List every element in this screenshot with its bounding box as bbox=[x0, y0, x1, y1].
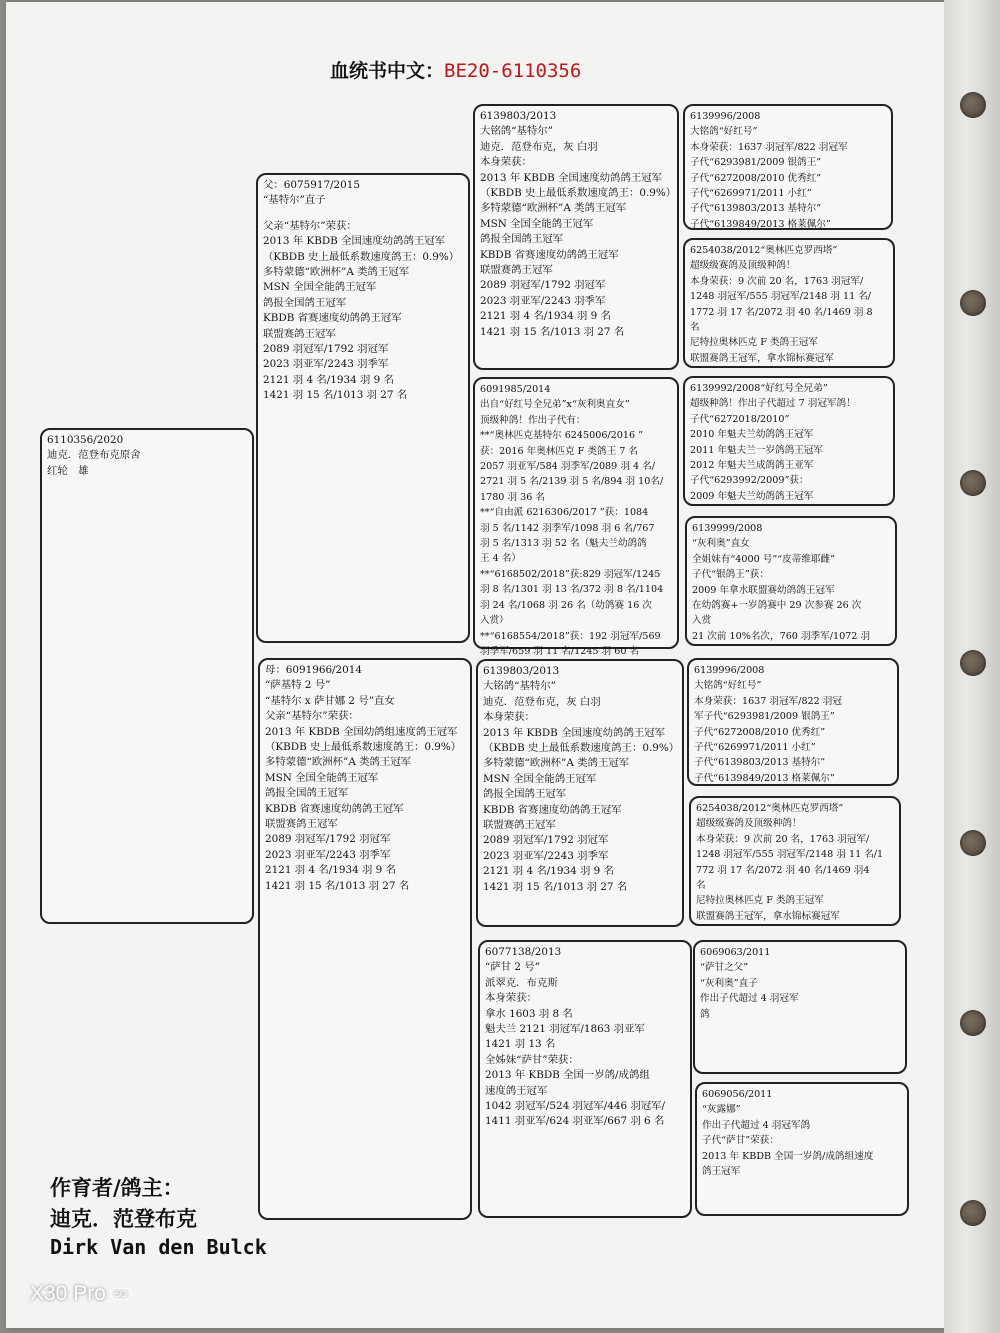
pedigree-line: （KBDB 史上最低系数速度鸽王：0.9%） bbox=[265, 741, 462, 754]
pedigree-line: 2121 羽 4 名/1934 羽 9 名 bbox=[483, 865, 614, 878]
pedigree-line: 子代“6293981/2009 银鸽王” bbox=[690, 157, 822, 169]
punch-hole bbox=[960, 1010, 986, 1036]
pedigree-line: MSN 全国全能鸽王冠军 bbox=[263, 281, 377, 294]
pedigree-line: 2023 羽亚军/2243 羽季军 bbox=[263, 358, 389, 371]
pedigree-line: 2023 羽亚军/2243 羽季军 bbox=[480, 294, 606, 307]
pedigree-line: 本身荣获：9 次前 20 名，1763 羽冠军/ bbox=[690, 275, 864, 287]
pedigree-line: 尼特拉奥林匹克 F 类鸽王冠军 bbox=[690, 337, 818, 349]
pedigree-line: 2013 年 KBDB 全国一岁鸽/成鸽组速度 bbox=[702, 1150, 874, 1162]
pedigree-line: 1042 羽冠军/524 羽冠军/446 羽冠军/ bbox=[485, 1100, 666, 1113]
paternal-grandmother-box bbox=[473, 377, 679, 657]
punch-hole bbox=[960, 470, 986, 496]
pedigree-line: MSN 全国全能鸽王冠军 bbox=[480, 217, 594, 230]
pedigree-line: 入赏） bbox=[480, 615, 509, 627]
pedigree-line: 作出子代超过 4 羽冠军鸽 bbox=[702, 1119, 811, 1131]
pedigree-line: 超级种鸽！作出子代超过 7 羽冠军鸽！ bbox=[690, 398, 856, 410]
pedigree-line: 鸽王冠军 bbox=[702, 1166, 741, 1178]
pedigree-line: 1421 羽 15 名/1013 羽 27 名 bbox=[265, 879, 410, 892]
pedigree-line: 迪克．范登布克，灰 白羽 bbox=[483, 695, 601, 708]
pedigree-line: 联盟赛鸽王冠军，拿水锦标赛冠军 bbox=[690, 352, 834, 364]
maternal-grandmother-box bbox=[478, 940, 692, 1218]
pedigree-line: 本身荣获： bbox=[483, 711, 535, 724]
pedigree-line: 1780 羽 36 名 bbox=[480, 491, 545, 503]
pedigree-line: 多特蒙德“欧洲杯”A 类鸽王冠军 bbox=[265, 756, 412, 769]
pedigree-line: 出自“好红号全兄弟”x“灰利奥直女” bbox=[480, 399, 630, 411]
mother-box bbox=[258, 658, 472, 1220]
pedigree-line: 大铭鸽“好红号” bbox=[694, 680, 762, 692]
pedigree-line: 2089 羽冠军/1792 羽冠军 bbox=[480, 279, 606, 292]
pedigree-line: KBDB 省赛速度幼鸽鸽王冠军 bbox=[480, 248, 619, 261]
pedigree-line: MSN 全国全能鸽王冠军 bbox=[483, 772, 597, 785]
pedigree-line: 2721 羽 5 名/2139 羽 5 名/894 羽 10名/ bbox=[480, 476, 664, 488]
pedigree-line: 1421 羽 15 名/1013 羽 27 名 bbox=[483, 880, 628, 893]
punch-hole bbox=[960, 92, 986, 118]
pedigree-line: 子代“银鸽王”获： bbox=[692, 569, 769, 581]
pedigree-line: 子代“6139849/2013 格莱佩尔” bbox=[694, 772, 835, 784]
ring-id-line: 6139803/2013 bbox=[480, 110, 557, 122]
pedigree-line: 超级级赛鸽及顶级种鸽！ bbox=[690, 260, 796, 272]
pedigree-line: “灰利奥”直子 bbox=[700, 977, 758, 989]
punch-hole bbox=[960, 1200, 986, 1226]
pedigree-line: 子代“6269971/2011 小红” bbox=[694, 742, 816, 754]
ring-id-line: 6139992/2008“好红号全兄弟” bbox=[690, 383, 828, 394]
camera-model: X30 Pro bbox=[30, 1282, 106, 1305]
pedigree-line: KBDB 省赛速度幼鸽鸽王冠军 bbox=[483, 803, 622, 816]
pedigree-line: 父亲“基特尔”荣获： bbox=[265, 710, 359, 723]
pedigree-line: “灰利奥”直女 bbox=[692, 538, 750, 550]
pedigree-line: 羽 5 名/1313 羽 52 名（魁夫兰幼鸽鸽 bbox=[480, 538, 647, 550]
pedigree-line: 多特蒙德“欧洲杯”A 类鸽王冠军 bbox=[483, 757, 630, 770]
pedigree-line: 2010 年魁夫兰幼鸽鸽王冠军 bbox=[690, 429, 814, 441]
pedigree-line: 2023 羽亚军/2243 羽季军 bbox=[265, 848, 391, 861]
pedigree-line: 大铭鸽“基特尔” bbox=[483, 680, 556, 693]
ring-id-line: 6110356/2020 bbox=[47, 434, 124, 446]
pedigree-line: 2089 羽冠军/1792 羽冠军 bbox=[263, 343, 389, 356]
pedigree-line: 王 4 名） bbox=[480, 553, 521, 565]
pedigree-line: 鸽 bbox=[700, 1008, 710, 1020]
ring-id-line: 6091985/2014 bbox=[480, 384, 551, 395]
pedigree-line: 2013 年 KBDB 全国幼鸽组速度鸽王冠军 bbox=[265, 725, 458, 738]
pedigree-line: 2013 年 KBDB 全国一岁鸽/成鸽组 bbox=[485, 1069, 650, 1082]
ring-id-line: 6139996/2008 bbox=[694, 665, 765, 676]
pedigree-line: （KBDB 史上最低系数速度鸽王：0.9%） bbox=[483, 742, 680, 755]
pedigree-title bbox=[330, 56, 710, 90]
pedigree-line: 本身荣获： bbox=[480, 156, 532, 169]
pedigree-line: 顶级种鸽！作出子代有： bbox=[480, 414, 586, 426]
pedigree-line: 2089 羽冠军/1792 羽冠军 bbox=[483, 834, 609, 847]
pedigree-line: 名 bbox=[696, 880, 706, 892]
pedigree-line: 1421 羽 15 名/1013 羽 27 名 bbox=[263, 389, 408, 402]
pedigree-line: “萨甘之父” bbox=[700, 962, 749, 974]
pedigree-line: 772 羽 17 名/2072 羽 40 名/1469 羽4 bbox=[696, 864, 870, 876]
pedigree-line: 联盟赛鸽王冠军 bbox=[480, 264, 553, 277]
pedigree-line: **“奥林匹克基特尔 6245006/2016 ” bbox=[480, 430, 644, 442]
ring-id-line: 母：6091966/2014 bbox=[265, 664, 363, 676]
ring-number: BE20-6110356 bbox=[444, 60, 582, 82]
pedigree-line: 鸽报全国鸽王冠军 bbox=[263, 296, 347, 309]
pedigree-line: 2089 羽冠军/1792 羽冠军 bbox=[265, 833, 391, 846]
pedigree-line: 2009 年拿水联盟赛幼鸽鸽王冠军 bbox=[692, 584, 835, 596]
pedigree-line: 2013 年 KBDB 全国速度幼鸽鸽王冠军 bbox=[483, 726, 666, 739]
ring-id-line: 6077138/2013 bbox=[485, 946, 562, 958]
pedigree-line: 魁夫兰 2121 羽冠军/1863 羽亚军 bbox=[485, 1023, 645, 1036]
pedigree-line: 鸽报全国鸽王冠军 bbox=[483, 788, 567, 801]
pedigree-line: “萨甘 2 号” bbox=[485, 961, 541, 974]
pedigree-line: 联盟赛鸽王冠军 bbox=[483, 819, 556, 832]
ring-id-line: 6069056/2011 bbox=[702, 1089, 773, 1100]
pedigree-line: “基特尔 x 萨甘娜 2 号”直女 bbox=[265, 694, 395, 707]
pedigree-line: 2009 年魁夫兰幼鸽鸽王冠军 bbox=[690, 490, 814, 502]
ring-id-line: 6254038/2012“奥林匹克罗西塔” bbox=[696, 803, 844, 814]
pedigree-line: 1411 羽亚军/624 羽亚军/667 羽 6 名 bbox=[485, 1115, 665, 1128]
breeder-name-en: Dirk Van den Bulck bbox=[50, 1235, 267, 1259]
pedigree-line: 全姊妹“萨甘”荣获： bbox=[485, 1053, 579, 1066]
pedigree-line: 入赏 bbox=[692, 615, 712, 627]
pedigree-line: 联盟赛鸽王冠军，拿水锦标赛冠军 bbox=[696, 910, 840, 922]
pedigree-line: 羽 24 名/1068 羽 26 名（幼鸽赛 16 次 bbox=[480, 599, 652, 611]
pedigree-line: 1421 羽 15 名/1013 羽 27 名 bbox=[480, 325, 625, 338]
camera-watermark bbox=[30, 1282, 290, 1312]
pedigree-line: 名 bbox=[690, 322, 700, 334]
pedigree-line: 迪克．范登布克原舍 bbox=[47, 449, 141, 462]
great-grandparent-box-2 bbox=[683, 238, 895, 368]
great-grandparent-box-3 bbox=[683, 376, 895, 506]
camera-badge: 5G bbox=[110, 1288, 132, 1300]
pedigree-line: 多特蒙德“欧洲杯”A 类鸽王冠军 bbox=[480, 202, 627, 215]
great-grandparent-box-1 bbox=[683, 104, 893, 230]
pedigree-line: 2013 年 KBDB 全国速度幼鸽鸽王冠军 bbox=[480, 171, 663, 184]
punch-hole bbox=[960, 830, 986, 856]
pedigree-line: 子代“6293992/2009”获： bbox=[690, 475, 809, 487]
pedigree-line: 父亲“基特尔”荣获： bbox=[263, 219, 357, 232]
pedigree-line: 2023 羽亚军/2243 羽季军 bbox=[483, 849, 609, 862]
pedigree-line: 羽 5 名/1142 羽季军/1098 羽 6 名/767 bbox=[480, 522, 655, 534]
pedigree-line: 拿水 1603 羽 8 名 bbox=[485, 1007, 573, 1020]
pedigree-line: （KBDB 史上最低系数速度鸽王：0.9%） bbox=[480, 187, 677, 200]
pedigree-line: 全姐妹有“4000 号”“皮蒂维耶雌” bbox=[692, 553, 836, 565]
punch-hole bbox=[960, 650, 986, 676]
ring-id-line: 6069063/2011 bbox=[700, 947, 771, 958]
pedigree-line: 速度鸽王冠军 bbox=[485, 1084, 548, 1097]
pedigree-line: 2121 羽 4 名/1934 羽 9 名 bbox=[265, 864, 396, 877]
ring-id-line: 6139999/2008 bbox=[692, 523, 763, 534]
pedigree-line: 本身荣获：9 次前 20 名，1763 羽冠军/ bbox=[696, 833, 870, 845]
great-grandparent-box-7 bbox=[693, 940, 907, 1074]
pedigree-line: 军子代“6293981/2009 银鸽王” bbox=[694, 711, 835, 723]
punch-hole bbox=[960, 290, 986, 316]
pedigree-line: 1248 羽冠军/555 羽冠军/2148 羽 11 名/1 bbox=[696, 849, 884, 861]
ring-id-line: 6139996/2008 bbox=[690, 111, 761, 122]
pedigree-line: 2013 年 KBDB 全国速度幼鸽鸽王冠军 bbox=[263, 235, 446, 248]
father-box bbox=[256, 173, 470, 643]
pedigree-line: 2057 羽亚军/584 羽季军/2089 羽 4 名/ bbox=[480, 461, 655, 473]
paternal-grandfather-box bbox=[473, 104, 679, 370]
pedigree-line: 2011 年魁夫兰一岁鸽鸽王冠军 bbox=[690, 444, 823, 456]
pedigree-line: 大铭鸽“基特尔” bbox=[480, 125, 553, 138]
pedigree-line: 联盟赛鸽王冠军 bbox=[263, 327, 336, 340]
pedigree-line: 在幼鸽赛+一岁鸽赛中 29 次参赛 26 次 bbox=[692, 600, 862, 612]
pedigree-line: 子代“6272018/2010” bbox=[690, 413, 790, 425]
pedigree-line: 鸽报全国鸽王冠军 bbox=[265, 787, 349, 800]
pedigree-line: 21 次前 10%名次，760 羽季军/1072 羽 bbox=[692, 630, 871, 642]
pedigree-line: 多特蒙德“欧洲杯”A 类鸽王冠军 bbox=[263, 266, 410, 279]
pedigree-line: 鸽报全国鸽王冠军 bbox=[480, 233, 564, 246]
pedigree-line: 获：2016 年奥林匹克 F 类鸽王 7 名 bbox=[480, 445, 638, 457]
pedigree-line: 子代“6139803/2013 基特尔” bbox=[694, 757, 826, 769]
pedigree-line: 2012 年魁夫兰成鸽鸽王亚军 bbox=[690, 460, 814, 472]
pedigree-line: 1772 羽 17 名/2072 羽 40 名/1469 羽 8 bbox=[690, 306, 873, 318]
great-grandparent-box-4 bbox=[685, 516, 897, 646]
ring-id-line: 6254038/2012“奥林匹克罗西塔” bbox=[690, 245, 838, 256]
pedigree-line: 超级级赛鸽及顶级种鸽！ bbox=[696, 818, 802, 830]
pedigree-line: 羽季军/659 羽 11 名/1245 羽 60 名 bbox=[480, 645, 640, 657]
pedigree-line: 子代“6139803/2013 基特尔” bbox=[690, 203, 822, 215]
pedigree-line: 本身荣获： bbox=[485, 992, 537, 1005]
pedigree-line: （KBDB 史上最低系数速度鸽王：0.9%） bbox=[263, 250, 460, 263]
pedigree-line: 子代“6139849/2013 格莱佩尔” bbox=[690, 218, 831, 230]
pedigree-line: 子代“6269971/2011 小红” bbox=[690, 188, 812, 200]
great-grandparent-box-5 bbox=[687, 658, 899, 786]
pedigree-line: 联盟赛鸽王冠军 bbox=[265, 818, 338, 831]
pedigree-line: 子代“6272008/2010 优秀红” bbox=[694, 726, 826, 738]
pedigree-line: 本身荣获：1637 羽冠军/822 羽冠 bbox=[694, 695, 842, 707]
pedigree-line: 大铭鸽“好红号” bbox=[690, 126, 758, 138]
pedigree-line: KBDB 省赛速度幼鸽鸽王冠军 bbox=[265, 802, 404, 815]
breeder-name-cn: 迪克．范登布克 bbox=[50, 1207, 197, 1231]
pedigree-line: 本身荣获：1637 羽冠军/822 羽冠军 bbox=[690, 141, 848, 153]
pedigree-line: 红轮 雄 bbox=[47, 464, 89, 477]
maternal-grandfather-box bbox=[476, 659, 684, 927]
pedigree-line: 1421 羽 13 名 bbox=[485, 1038, 556, 1051]
pedigree-line: 2121 羽 4 名/1934 羽 9 名 bbox=[263, 373, 394, 386]
pedigree-line: MSN 全国全能鸽王冠军 bbox=[265, 771, 379, 784]
pedigree-line: 派翠克．布克斯 bbox=[485, 976, 558, 989]
great-grandparent-box-8 bbox=[695, 1082, 909, 1216]
pedigree-line: “灰露娜” bbox=[702, 1104, 741, 1116]
blank-line bbox=[263, 209, 463, 219]
pedigree-line: 1248 羽冠军/555 羽冠军/2148 羽 11 名/ bbox=[690, 291, 872, 303]
ring-id-line: 父：6075917/2015 bbox=[263, 179, 361, 191]
breeder-label: 作育者/鸽主： bbox=[50, 1176, 184, 1200]
great-grandparent-box-6 bbox=[689, 796, 901, 926]
pedigree-line: **“自由派 6216306/2017 ”获：1084 bbox=[480, 507, 649, 519]
pedigree-line: 羽 8 名/1301 羽 13 名/372 羽 8 名/1104 bbox=[480, 584, 664, 596]
pedigree-line: **“6168554/2018”获：192 羽冠军/569 bbox=[480, 630, 661, 642]
pedigree-line: 子代“萨甘”荣获： bbox=[702, 1135, 779, 1147]
pedigree-line: 2121 羽 4 名/1934 羽 9 名 bbox=[480, 310, 611, 323]
pedigree-line: 尼特拉奥林匹克 F 类鸽王冠军 bbox=[696, 895, 824, 907]
pigeon-box bbox=[40, 428, 254, 924]
pedigree-line: **“6168502/2018”获:829 羽冠军/1245 bbox=[480, 568, 661, 580]
pedigree-line: “萨基特 2 号” bbox=[265, 679, 331, 692]
pedigree-line: 作出子代超过 4 羽冠军 bbox=[700, 993, 799, 1005]
pedigree-line: “基特尔”直子 bbox=[263, 194, 326, 207]
pedigree-line: KBDB 省赛速度幼鸽鸽王冠军 bbox=[263, 312, 402, 325]
pedigree-line: 子代“6272008/2010 优秀红” bbox=[690, 172, 822, 184]
title-label: 血统书中文： bbox=[330, 60, 445, 82]
ring-id-line: 6139803/2013 bbox=[483, 665, 560, 677]
pedigree-line: 迪克．范登布克，灰 白羽 bbox=[480, 140, 598, 153]
